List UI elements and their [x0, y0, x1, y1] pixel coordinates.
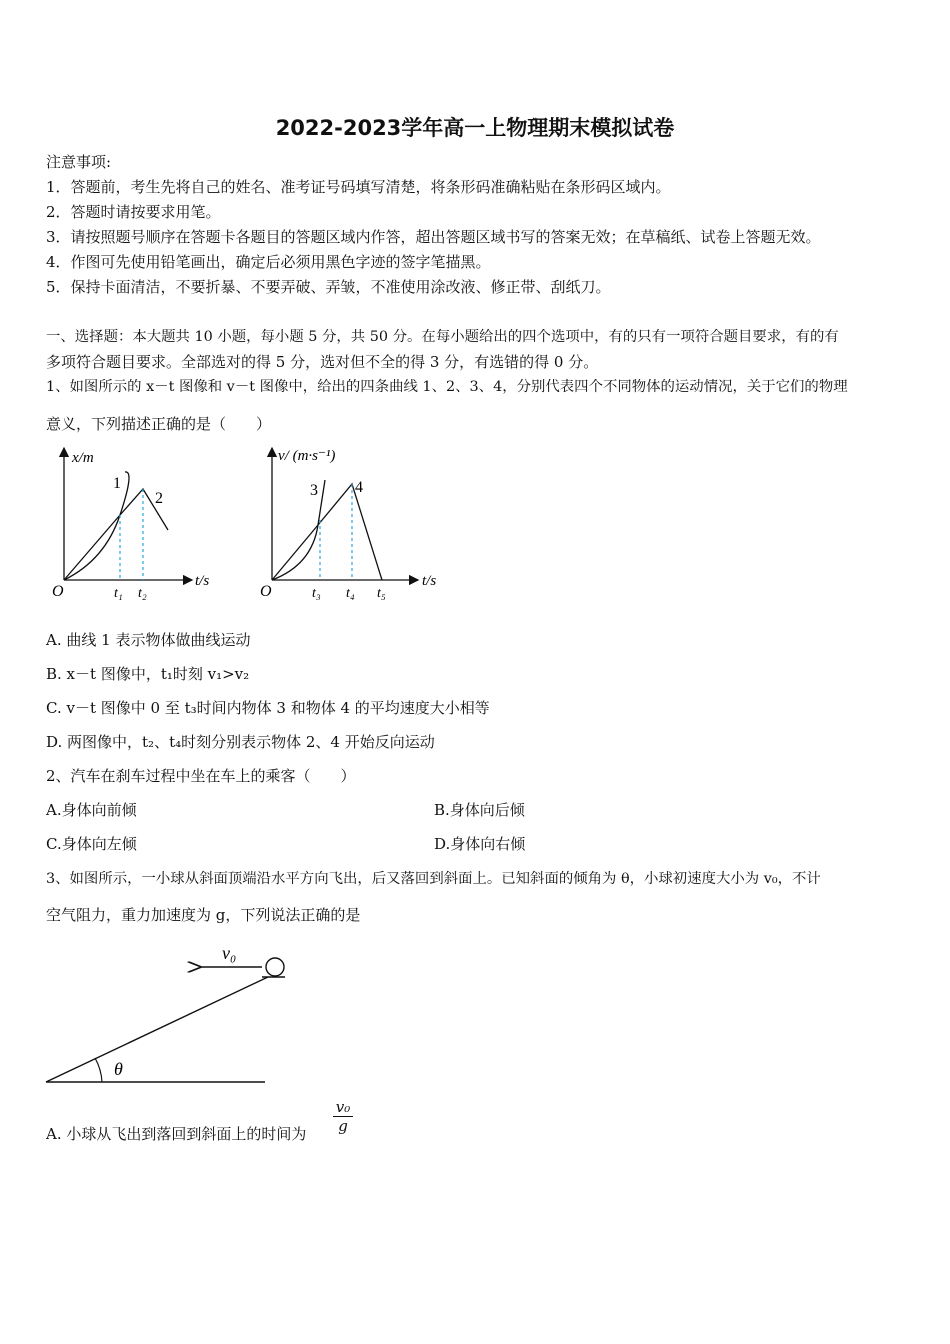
question-1-option-b: B. x－t 图像中，t₁时刻 v₁>v₂ — [46, 665, 250, 683]
question-3-option-a: A. 小球从飞出到落回到斜面上的时间为 — [46, 1125, 307, 1143]
fraction-numerator: v₀ — [333, 1098, 353, 1117]
t4-label: t₄ — [346, 586, 355, 601]
curve-3-label: 3 — [310, 482, 318, 499]
t5-label: t₅ — [377, 586, 386, 601]
question-1-stem: 1、如图所示的 x－t 图像和 v－t 图像中，给出的四条曲线 1、2、3、4，分别代表四个不同物体的运动情况，关于它们的物理 — [46, 379, 848, 395]
question-3-stem-cont: 空气阻力，重力加速度为 g，下列说法正确的是 — [46, 906, 361, 924]
question-1-option-d: D. 两图像中，t₂、t₄时刻分别表示物体 2、4 开始反向运动 — [46, 733, 435, 751]
question-1-stem-cont: 意义，下列描述正确的是（ ） — [46, 415, 272, 433]
curve-4 — [272, 484, 382, 580]
angle-arc — [95, 1058, 102, 1082]
notice-item: 3．请按照题号顺序在答题卡各题目的答题区域内作答，超出答题区域书写的答案无效；在草稿纸、试卷上答题无效。 — [46, 228, 821, 246]
vt-graph — [250, 440, 450, 605]
origin-label: O — [260, 583, 272, 600]
notice-item: 2．答题时请按要求用笔。 — [46, 203, 221, 221]
xt-graph — [40, 440, 230, 605]
incline-line — [46, 977, 268, 1082]
section-heading-cont: 多项符合题目要求。全部选对的得 5 分，选对但不全的得 3 分，有选错的得 0 分。 — [46, 353, 599, 371]
curve-2 — [64, 489, 168, 580]
notice-item: 1．答题前，考生先将自己的姓名、准考证号码填写清楚，将条形码准确粘贴在条形码区域内。 — [46, 178, 671, 196]
x-axis-label: t/s — [422, 573, 437, 589]
notice-item: 4．作图可先使用铅笔画出，确定后必须用黑色字迹的签字笔描黑。 — [46, 253, 491, 271]
ball — [266, 958, 284, 976]
curve-4-label: 4 — [355, 479, 363, 496]
origin-label: O — [52, 583, 64, 600]
y-axis-label: x/m — [72, 450, 94, 466]
curve-1-label: 1 — [113, 475, 121, 492]
question-2-option-a: A.身体向前倾 — [46, 801, 137, 819]
fraction-denominator: g — [338, 1117, 348, 1135]
curve-2-label: 2 — [155, 490, 163, 507]
t2-label: t₂ — [138, 586, 147, 601]
question-1-option-a: A. 曲线 1 表示物体做曲线运动 — [46, 631, 251, 649]
question-2-option-d: D.身体向右倾 — [434, 835, 526, 853]
velocity-label: v₀ — [222, 943, 237, 963]
t1-label: t₁ — [114, 586, 123, 601]
y-axis-label: v/ (m·s⁻¹) — [278, 448, 336, 464]
incline-figure — [40, 935, 300, 1095]
t3-label: t₃ — [312, 586, 321, 601]
section-heading: 一、选择题：本大题共 10 小题，每小题 5 分，共 50 分。在每小题给出的四个选项中，有的只有一项符合题目要求，有的有 — [46, 329, 839, 345]
question-1-option-c: C. v－t 图像中 0 至 t₃时间内物体 3 和物体 4 的平均速度大小相等 — [46, 699, 490, 717]
question-2-option-b: B.身体向后倾 — [434, 801, 525, 819]
question-3-stem: 3、如图所示，一小球从斜面顶端沿水平方向飞出，后又落回到斜面上。已知斜面的倾角为 θ，小球初速度大小为 v₀，不计 — [46, 871, 821, 887]
notice-item: 5．保持卡面清洁，不要折暴、不要弄破、弄皱，不准使用涂改液、修正带、刮纸刀。 — [46, 278, 611, 296]
angle-label: θ — [114, 1059, 123, 1079]
notice-heading: 注意事项: — [46, 153, 112, 171]
question-2-stem: 2、汽车在刹车过程中坐在车上的乘客（ ） — [46, 767, 356, 785]
x-axis-label: t/s — [195, 573, 210, 589]
page-title: 2022-2023学年高一上物理期末模拟试卷 — [275, 116, 675, 140]
question-2-option-c: C.身体向左倾 — [46, 835, 137, 853]
fraction — [333, 1098, 353, 1135]
